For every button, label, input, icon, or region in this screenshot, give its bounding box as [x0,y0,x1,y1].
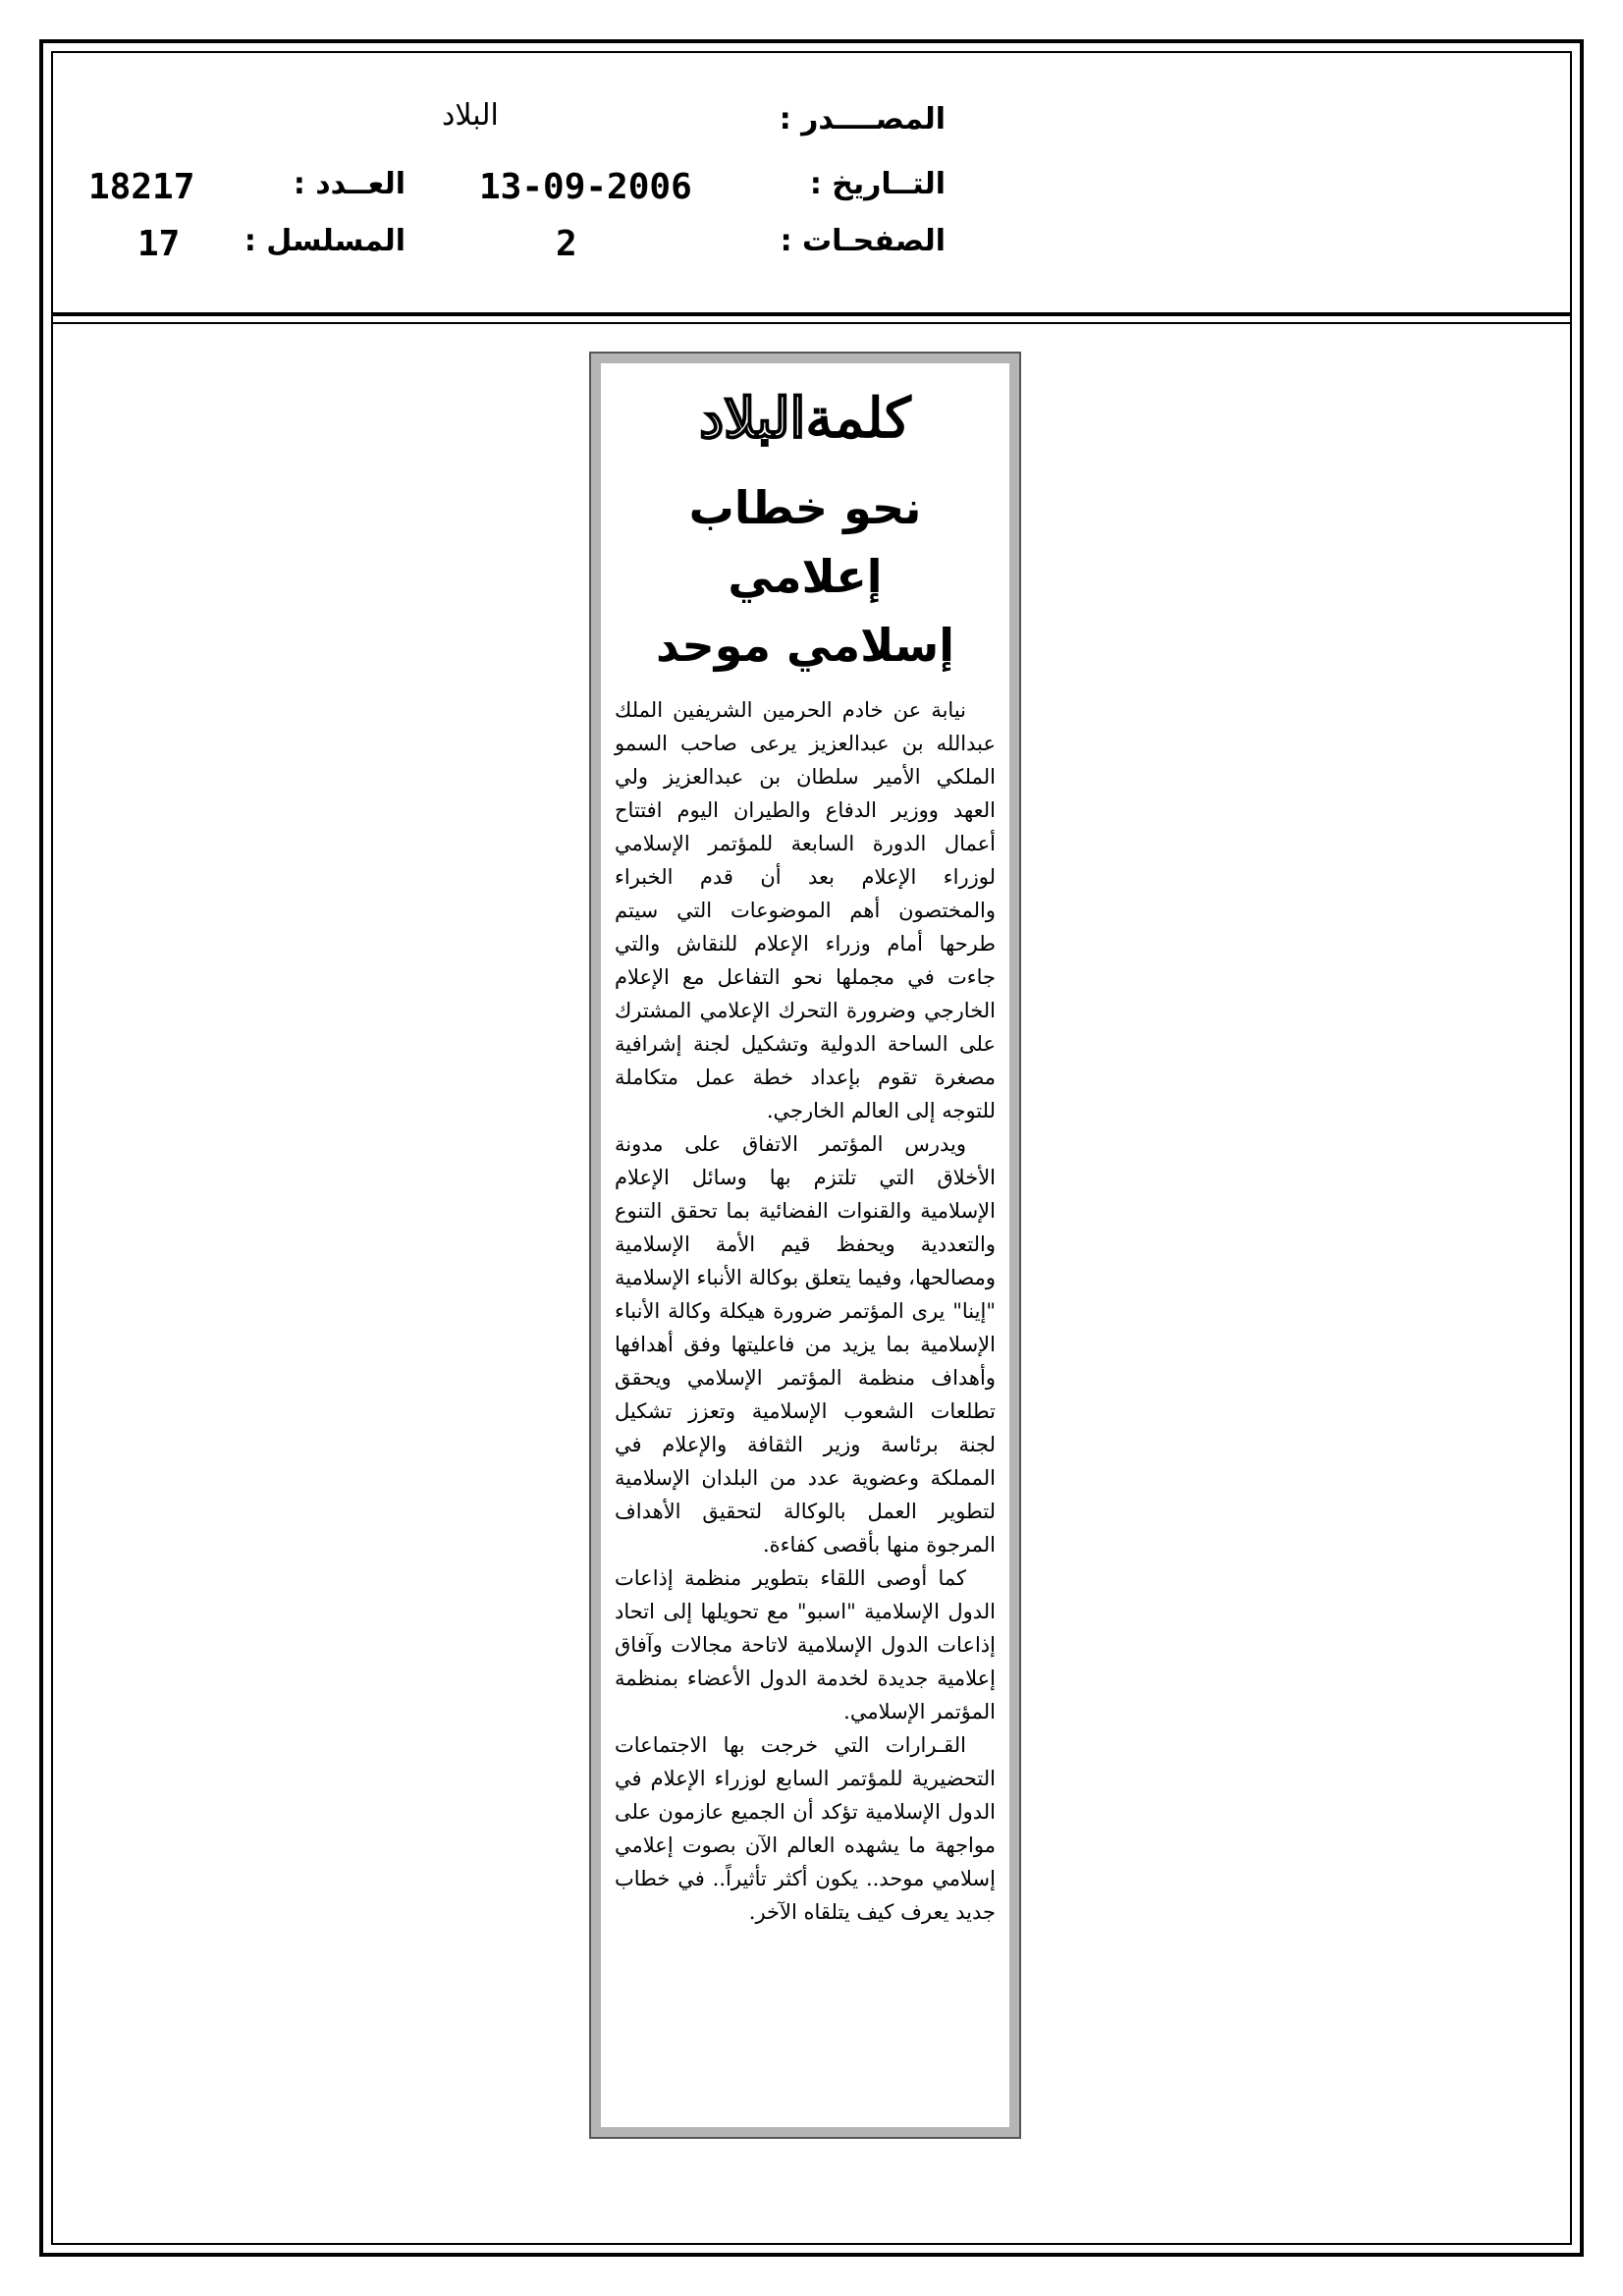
article-paragraph: القـرارات التي خرجت بها الاجتماعات التحضيرية للمؤتمر السابع لوزراء الإعلام في الدول الإسلامية تؤكد أن الجميع عازمون على مواجهة ما يشهده العالم الآن بصوت إعلامي إسلامي موحد.. يكون أكثر تأثيراً.. في خطاب جديد يعرف كيف يتلقاه الآخر. [615,1733,996,1924]
masthead-word-2: البلاد [699,386,806,451]
article-paragraph: نيابة عن خادم الحرمين الشريفين الملك عبدالله بن عبدالعزيز يرعى صاحب السمو الملكي الأمير سلطان بن عبدالعزيز ولي العهد ووزير الدفاع والطيران اليوم افتتاح أعمال الدورة السابعة للمؤتمر الإسلامي لوزراء الإعلام بعد أن قدم الخبراء والمختصون أهم الموضوعات التي سيتم طرحها أمام وزراء الإعلام للنقاش والتي جاءت في مجملها نحو التفاعل مع الإعلام الخارجي وضرورة التحرك الإعلامي المشترك على الساحة الدولية وتشكيل لجنة إشرافية مصغرة تقوم بإعداد خطة عمل متكاملة للتوجه إلى العالم الخارجي. [615,698,996,1122]
article-body [615,693,996,1929]
article-paragraph: كما أوصى اللقاء بتطوير منظمة إذاعات الدول الإسلامية "اسبو" مع تحويلها إلى اتحاد إذاعات الدول الإسلامية لاتاحة مجالات وآفاق إعلامية جديدة لخدمة الدول الأعضاء بمنظمة المؤتمر الإسلامي. [615,1566,996,1723]
date-label: التــاريخ : [809,167,946,201]
article-paragraph: ويدرس المؤتمر الاتفاق على مدونة الأخلاق التي تلتزم بها وسائل الإعلام الإسلامية والقنوات الفضائية بما تحقق التنوع والتعددية ويحفظ قيم الأمة الإسلامية ومصالحها، وفيما يتعلق بوكالة الأنباء الإسلامية "إينا" يرى المؤتمر ضرورة هيكلة وكالة الأنباء الإسلامية بما يزيد من فاعليتها وفق أهدافها وأهداف منظمة المؤتمر الإسلامي ويحقق تطلعات الشعوب الإسلامية وتعزز تشكيل لجنة برئاسة وزير الثقافة والإعلام في المملكة وعضوية عدد من البلدان الإسلامية لتطوير العمل بالوكالة لتحقيق الأهداف المرجوة منها بأقصى كفاءة. [615,1132,996,1557]
pages-label: الصفحـات : [780,224,946,258]
date-value: 13-09-2006 [479,167,692,207]
pages-value: 2 [556,224,577,264]
masthead-word-1: كلمة [805,386,911,451]
source-label: المصــــدر : [779,102,946,137]
source-value: البلاد [442,98,499,133]
article-headline [615,473,996,680]
headline-line-1: نحو خطاب إعلامي [688,481,922,603]
header-divider-thin [51,322,1572,324]
issue-label: العــدد : [293,167,406,201]
serial-value: 17 [137,224,181,264]
issue-value: 18217 [88,167,195,207]
headline-line-2: إسلامي موحد [655,619,954,672]
header-divider [51,312,1572,316]
newspaper-clipping [591,354,1019,2137]
column-masthead [615,379,996,467]
serial-label: المسلسل : [243,224,406,258]
